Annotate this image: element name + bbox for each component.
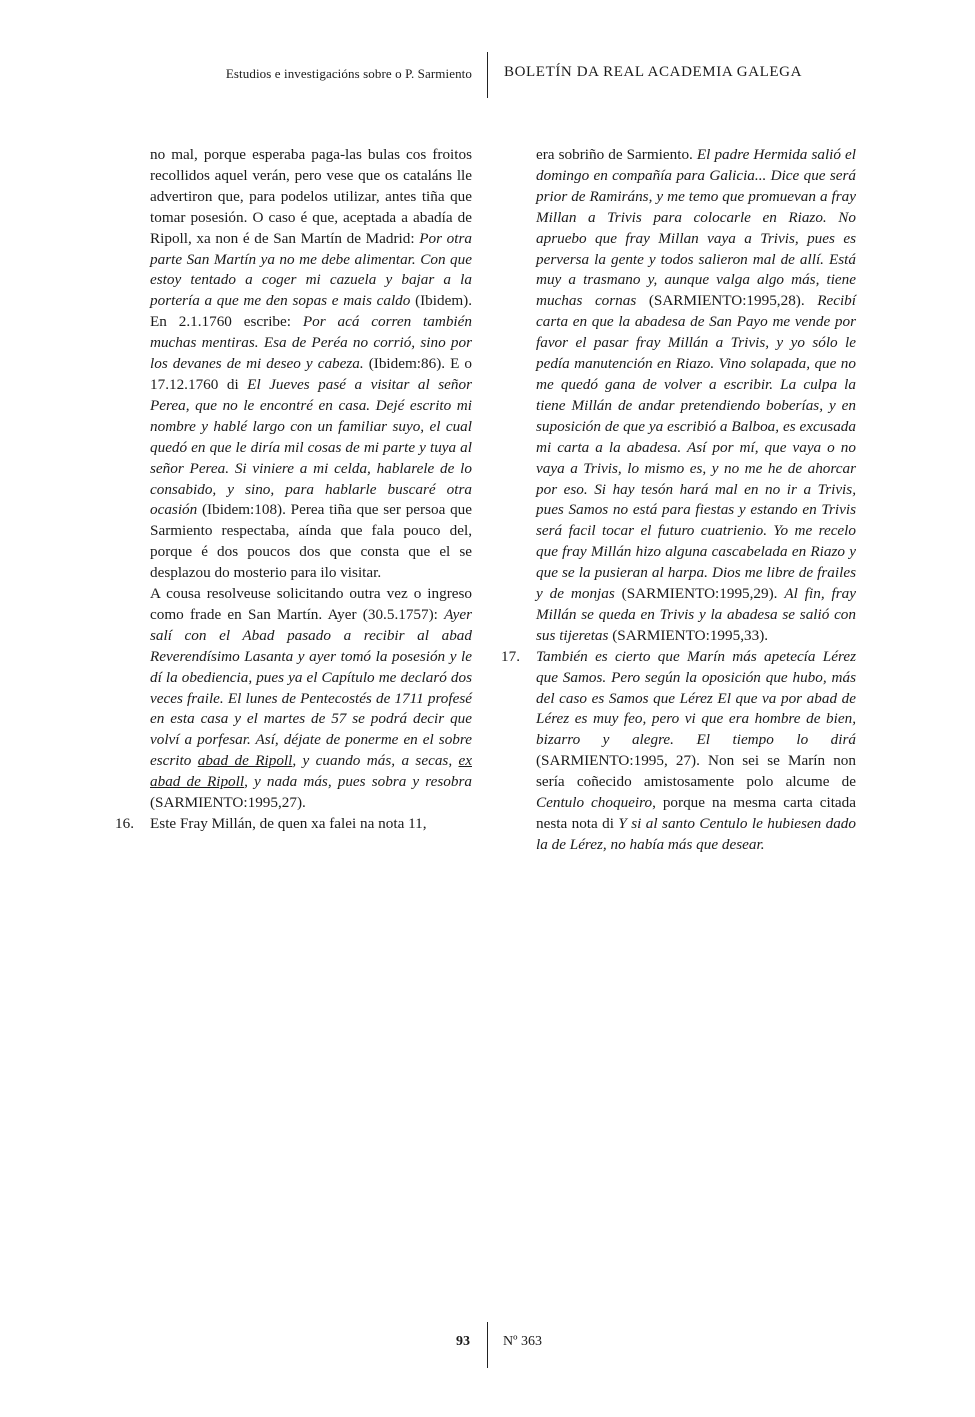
page-footer — [0, 1322, 975, 1370]
header-journal-title: BOLETÍN DA REAL ACADEMIA GALEGA — [504, 64, 803, 80]
quote-run: Centulo choqueiro — [536, 794, 653, 812]
issue-number: Nº 363 — [503, 1334, 542, 1349]
underlined-quote-run: ex abad de Ripoll — [150, 752, 472, 791]
right-column — [501, 145, 856, 856]
header-section-title: Estudios e investigacións sobre o P. Sarmiento — [225, 66, 472, 81]
text-run: era sobriño de Sarmiento. — [536, 146, 697, 163]
header-divider — [487, 52, 488, 98]
footnote-16 — [115, 814, 472, 835]
page-number: 93 — [456, 1334, 470, 1349]
footer-divider — [487, 1322, 488, 1368]
text-run: no mal, porque esperaba paga-las bulas cos froitos recollidos aquel verán, pero vese que os cataláns lle advertiron que, para podelos utilizar, antes tiña que tomar posesión. O caso é que, aceptada a abadía de Ripoll, xa non é de San Martín de Madrid: — [150, 146, 472, 247]
text-run: (SARMIENTO:1995,33). — [608, 626, 769, 644]
quote-run: Recibí carta en que la abadesa de San Payo me vende por favor el pasar fray Millán a Trivis, y yo sólo le pedía manutención en Riazo. Vino solapada, que no me quedó gana de volver a escribir. La culpa la tiene Millán de andar pretendiendo boberías, y en suposición de que ya escribió a Balboa, es excusada mi carta a la abadesa. Así por mí, que vaya o no vaya a Trivis, lo mismo es, y no me he de ahorcar por eso. Si hay tesón hará mal en no ir a Trivis, pues Samos no está para fiestas y estando en Trivis será facil tocar el futuro cuatrienio. Yo me recelo que fray Millán hizo alguna cascabelada en Riazo y que se la pusieran al harpa. Dios me libre de frailes y de monjas — [536, 292, 856, 603]
quote-run: El padre Hermida salió el domingo en compañía para Galicia... Dice que será prior de Ramiráns, y me temo que promuevan a fray Millan a Trivis para colocarle en Riazo. No apruebo que fray Millan vaya a Trivis, pues es perversa la gente y todos salieron mal de allí. Está muy a trasmano y, aunque valga algo más, tiene muchas cornas — [536, 146, 856, 310]
paragraph — [150, 584, 472, 814]
text-run: (SARMIENTO:1995,27). — [150, 794, 306, 812]
quote-run: También es cierto que Marín más apetecía Lérez que Samos. Pero según la oposición que hubo, más del caso es Samos que Lérez El que va por abad de Lérez es muy feo, pero vi que era hombre de bien, bizarro y alegre. El tiempo lo dirá — [536, 647, 856, 749]
footnote-17 — [501, 647, 856, 856]
quote-run: Por otra parte San Martín ya no me debe alimentar. Con que estoy tentado a coger mi cazuela y bajar a la portería a que me den sopas e mais caldo — [150, 229, 472, 310]
footnote-number: 17. — [501, 647, 520, 665]
quote-run: , y nada más, pues sobra y resobra — [244, 773, 472, 791]
text-run: (SARMIENTO:1995,29). — [614, 585, 785, 603]
quote-run: Por acá corren también muchas mentiras. Esa de Peréa no corrió, sino por los devanes de mi deseo y cabeza. — [150, 313, 472, 373]
quote-run: Ayer salí con el Abad pasado a recibir al abad Reverendísimo Lasanta y ayer tomó la posesión y le dí la obediencia, pues ya el Capítulo me declaró dos veces fraile. El lunes de Pentecostés de 1711 profesé en esta casa y el martes de 57 se podrá decir que volví a porfesar. Así, déjate de ponerme en el sobre escrito — [150, 605, 472, 770]
text-run: (Ibidem). En 2.1.1760 escribe: — [150, 292, 472, 331]
running-header — [0, 52, 975, 100]
quote-run: Al fin, fray Millán se queda en Trivis y la abadesa se salió con sus tijeretas — [536, 585, 856, 644]
text-run: , porque na mesma carta citada nesta nota di — [536, 794, 856, 832]
footnote-text: Este Fray Millán, de quen xa falei na nota 11, — [150, 815, 427, 832]
paragraph — [150, 145, 472, 584]
text-run: A cousa resolveuse solicitando outra vez o ingreso como frade en San Martín. Ayer (30.5.1757): — [150, 585, 472, 623]
footnote-text — [536, 648, 856, 853]
text-run: (SARMIENTO:1995, 27). Non sei se Marín non sería coñecido amistosamente polo alcume de — [536, 752, 856, 791]
left-column — [115, 145, 472, 835]
text-run: (Ibidem:86). E o 17.12.1760 di — [150, 355, 472, 393]
quote-run: Y si al santo Centulo le hubiesen dado la de Lérez, no había más que desear. — [536, 815, 856, 853]
underlined-quote-run: abad de Ripoll — [197, 752, 293, 770]
paragraph — [536, 145, 856, 647]
quote-run: , y cuando más, a secas, — [292, 752, 459, 770]
text-run: (SARMIENTO:1995,28). — [636, 292, 818, 310]
text-run: (Ibidem:108). Perea tiña que ser persoa que Sarmiento respectaba, aínda que fala pouco del, porque é dos poucos dos que consta que el se desplazou do mosterio para ilo visitar. — [150, 501, 472, 582]
footnote-number: 16. — [115, 815, 134, 832]
quote-run: El Jueves pasé a visitar al señor Perea, que no le encontré en casa. Dejé escrito mi nombre y hablé largo con un familiar suyo, el cual quedó en que le diría mil cosas de mi parte y tuya al señor Perea. Si viniere a mi celda, hablarele de lo consabido, y sino, para hablarle buscaré otra ocasión — [150, 375, 472, 519]
